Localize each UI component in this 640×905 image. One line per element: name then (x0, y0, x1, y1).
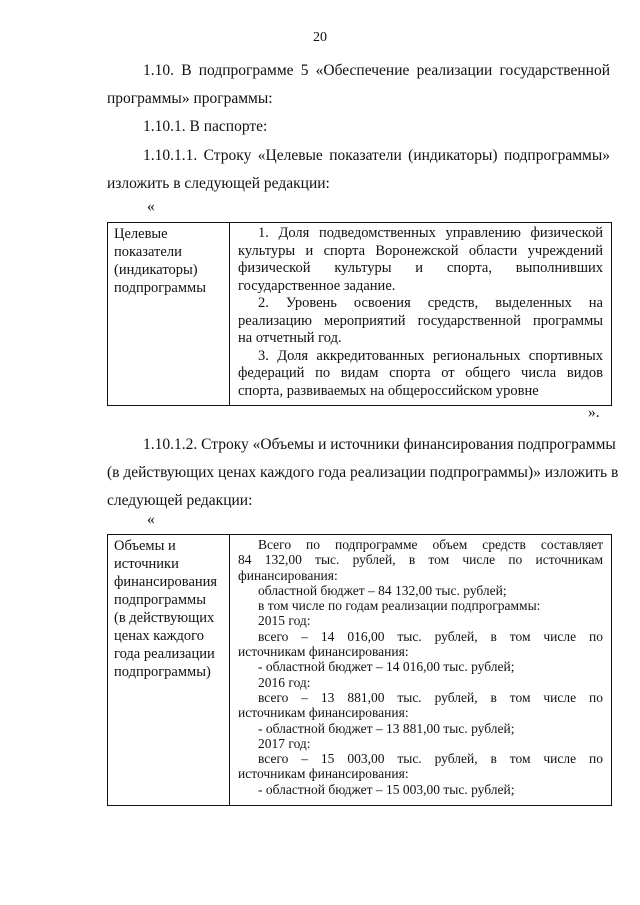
content-line: реализацию мероприятий государственной программы (238, 312, 603, 329)
label-line: подпрограммы) (114, 664, 211, 680)
content-line: государственное задание. (238, 277, 396, 294)
label-line: года реализации (114, 646, 215, 662)
content-line: Всего по подпрограмме объем средств составляет (258, 537, 603, 552)
content-line: всего – 13 881,00 тыс. рублей, в том числе по (258, 689, 603, 705)
paragraph-3-line-2: изложить в следующей редакции: (107, 175, 330, 192)
content-line: - областной бюджет – 14 016,00 тыс. рублей; (258, 659, 515, 675)
content-line: 2017 год: (258, 735, 311, 751)
label-line: Объемы и (114, 538, 176, 554)
table-target-indicators (107, 222, 612, 406)
page-number: 20 (313, 30, 327, 45)
content-line: всего – 15 003,00 тыс. рублей, в том числе по (258, 751, 603, 767)
paragraph-1-line-2: программы» программы: (107, 90, 273, 107)
content-line: - областной бюджет – 15 003,00 тыс. рублей; (258, 781, 515, 797)
content-line: в том числе по годам реализации подпрограммы: (258, 598, 541, 614)
content-line: областной бюджет – 84 132,00 тыс. рублей; (258, 582, 507, 598)
content-line: финансирования: (238, 567, 338, 583)
label-line: финансирования (114, 574, 218, 590)
content-line: федераций по видам спорта от общего числа видов (238, 365, 603, 381)
content-line: 2016 год: (258, 674, 311, 690)
quote-open-1: « (147, 198, 155, 215)
table-content-cell (230, 535, 611, 805)
content-line: 84 132,00 тыс. рублей, в том числе по источникам (238, 552, 603, 568)
content-line: всего – 14 016,00 тыс. рублей, в том числе по (258, 628, 603, 644)
content-line: спорта, развиваемых на общероссийском уровне (238, 382, 539, 399)
content-line: на отчетный год. (238, 330, 342, 346)
table-content-cell (230, 223, 611, 405)
label-line: Целевые (114, 226, 168, 242)
paragraph-4-line-3: следующей редакции: (107, 492, 253, 509)
table-label-cell (108, 535, 230, 805)
content-line: источникам финансирования: (238, 644, 409, 660)
table-financing (107, 534, 612, 806)
content-line: 3. Доля аккредитованных региональных спортивных (258, 347, 603, 364)
label-line: (в действующих (114, 610, 215, 626)
content-line: источникам финансирования: (238, 705, 409, 721)
quote-close-1: ». (588, 404, 600, 421)
paragraph-2: 1.10.1. В паспорте: (143, 118, 268, 135)
label-line: источники (114, 556, 179, 572)
content-line: - областной бюджет – 13 881,00 тыс. рублей; (258, 720, 515, 736)
paragraph-1-line-1: 1.10. В подпрограмме 5 «Обеспечение реализации государственной (143, 62, 610, 79)
label-line: ценах каждого (114, 628, 205, 644)
label-line: (индикаторы) (114, 262, 198, 278)
label-line: подпрограммы (114, 280, 206, 296)
content-line: 2. Уровень освоения средств, выделенных на (258, 295, 603, 311)
table-label-cell (108, 223, 230, 405)
content-line: 2015 год: (258, 613, 311, 629)
content-line: физической культуры и спорта, выполнивших (238, 260, 603, 276)
content-line: 1. Доля подведомственных управлению физической (258, 225, 603, 241)
content-line: культуры и спорта Воронежской области учреждений (238, 242, 603, 259)
paragraph-4-line-1: 1.10.1.2. Строку «Объемы и источники финансирования подпрограммы (143, 436, 616, 453)
paragraph-4-line-2: (в действующих ценах каждого года реализации подпрограммы)» изложить в (107, 464, 619, 481)
label-line: подпрограммы (114, 592, 206, 608)
quote-open-2: « (147, 511, 155, 528)
paragraph-3-line-1: 1.10.1.1. Строку «Целевые показатели (индикаторы) подпрограммы» (143, 147, 610, 164)
label-line: показатели (114, 244, 182, 260)
content-line: источникам финансирования: (238, 766, 409, 782)
